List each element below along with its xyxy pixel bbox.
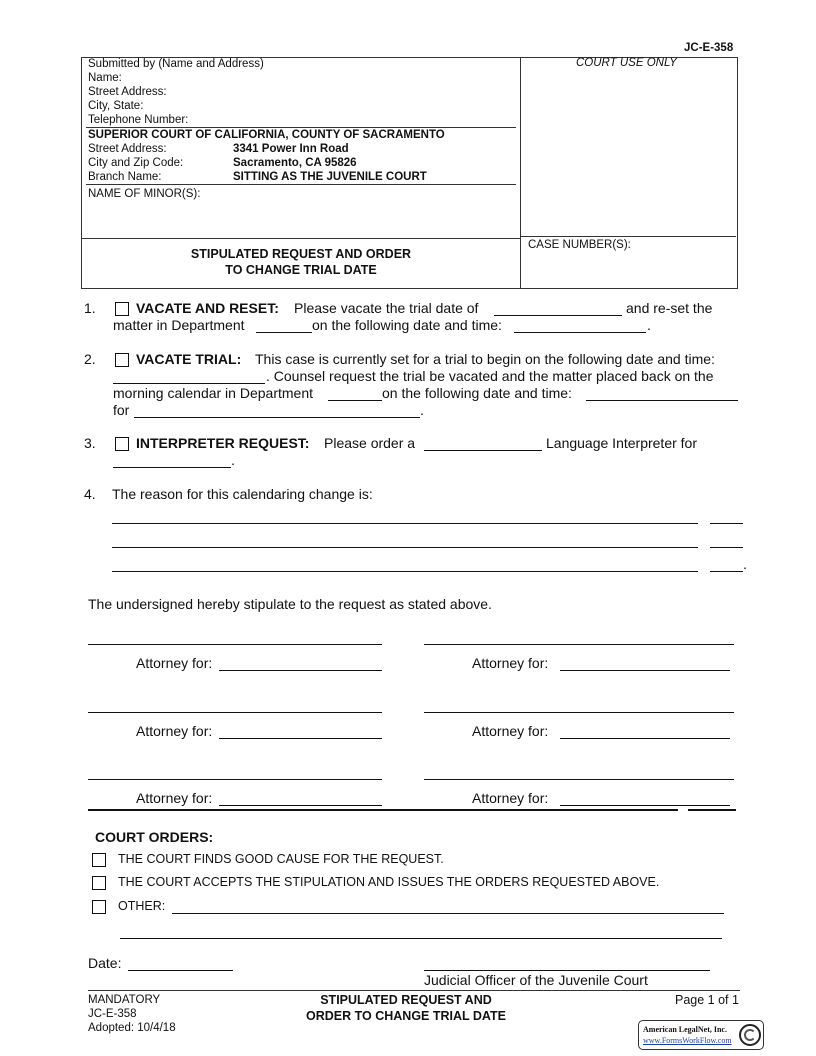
item3-text2: Language Interpreter for — [546, 435, 697, 451]
footer-left — [88, 993, 176, 1035]
court-orders-checkbox-3[interactable] — [92, 900, 106, 914]
attorney-for-label-6: Attorney for: — [472, 790, 549, 806]
stipulate-text: The undersigned hereby stipulate to the request as stated above. — [88, 596, 492, 612]
item3-text1: Please order a — [324, 435, 416, 451]
brand-url[interactable]: www.FormsWorkFlow.com — [643, 1036, 732, 1045]
item1-text3: matter in Department — [113, 317, 245, 333]
item3-end: . — [231, 452, 235, 468]
reason-line-2[interactable] — [112, 547, 698, 548]
item2-department-field[interactable] — [328, 400, 382, 401]
item2-current-date-field[interactable] — [113, 383, 265, 384]
submitted-label: Submitted by (Name and Address) — [88, 58, 264, 70]
other-field-1[interactable] — [172, 913, 724, 914]
signature-line-2[interactable] — [424, 644, 734, 645]
signature-line-4[interactable] — [424, 712, 734, 713]
minor-label: NAME OF MINOR(S): — [88, 188, 201, 200]
judicial-officer-label: Judicial Officer of the Juvenile Court — [424, 972, 648, 988]
header-divider-minor — [86, 184, 516, 185]
attorney-for-field-3[interactable] — [219, 738, 382, 739]
item2-text3: morning calendar in Department — [113, 385, 313, 401]
court-cityzip-value: Sacramento, CA 95826 — [233, 157, 357, 169]
attorney-for-field-6[interactable] — [560, 805, 730, 806]
item4-text: The reason for this calendaring change is: — [112, 486, 373, 502]
attorney-for-field-1[interactable] — [219, 670, 382, 671]
item1-text1: Please vacate the trial date of — [294, 300, 479, 316]
item2-text1: This case is currently set for a trial to begin on the following date and time: — [255, 351, 715, 367]
item3-language-field[interactable] — [424, 450, 542, 451]
submitted-city: City, State: — [88, 100, 144, 112]
attorney-for-label-4: Attorney for: — [472, 723, 549, 739]
item3-number: 3. — [84, 435, 96, 451]
court-branch-label: Branch Name: — [88, 171, 162, 183]
item4-number: 4. — [84, 486, 96, 502]
brand-logo-box[interactable] — [638, 1020, 764, 1050]
attorney-for-label-3: Attorney for: — [136, 723, 213, 739]
item2-text4: on the following date and time: — [382, 385, 572, 401]
court-street-value: 3341 Power Inn Road — [233, 143, 349, 155]
court-orders-option-2: THE COURT ACCEPTS THE STIPULATION AND ISSUES THE ORDERS REQUESTED ABOVE. — [118, 875, 660, 889]
judicial-signature-line[interactable] — [424, 970, 710, 971]
footer-title-line1: STIPULATED REQUEST AND — [320, 993, 492, 1007]
reason-line-2-end[interactable] — [710, 547, 743, 548]
item2-checkbox[interactable] — [115, 353, 129, 367]
date-field[interactable] — [128, 970, 233, 971]
item1-checkbox[interactable] — [115, 302, 129, 316]
attorney-for-label-1: Attorney for: — [136, 655, 213, 671]
item2-text2: . Counsel request the trial be vacated and the matter placed back on the — [266, 368, 714, 384]
attorney-for-field-2[interactable] — [560, 670, 730, 671]
item1-end: . — [647, 317, 651, 333]
footer-form-id: JC-E-358 — [88, 1008, 137, 1020]
submitted-street: Street Address: — [88, 86, 167, 98]
signature-line-6[interactable] — [424, 779, 734, 780]
court-branch-value: SITTING AS THE JUVENILE COURT — [233, 171, 427, 183]
item1-trial-date-field[interactable] — [494, 315, 622, 316]
signature-line-5[interactable] — [88, 779, 382, 780]
item1-new-date-field[interactable] — [514, 332, 646, 333]
item2-end: . — [420, 402, 424, 418]
court-orders-heading: COURT ORDERS: — [95, 829, 214, 845]
header-divider-case — [520, 236, 736, 237]
court-cityzip-label: City and Zip Code: — [88, 157, 184, 169]
item1-heading: VACATE AND RESET: — [136, 300, 279, 316]
court-use-only: COURT USE ONLY — [576, 57, 677, 69]
court-orders-option-3: OTHER: — [118, 899, 166, 913]
item2-for-field[interactable] — [134, 417, 420, 418]
attorney-for-field-4[interactable] — [560, 738, 730, 739]
brand-name: American LegalNet, Inc. — [643, 1025, 727, 1034]
brand-globe-inner-icon — [744, 1029, 756, 1041]
item1-text2: and re-set the — [626, 300, 713, 316]
reason-line-1-end[interactable] — [710, 523, 743, 524]
court-orders-option-1: THE COURT FINDS GOOD CAUSE FOR THE REQUEST. — [118, 852, 444, 866]
section-divider — [88, 809, 678, 811]
attorney-for-label-5: Attorney for: — [136, 790, 213, 806]
item2-new-date-field[interactable] — [586, 400, 738, 401]
footer-page: Page 1 of 1 — [675, 993, 739, 1007]
item3-for-field[interactable] — [113, 467, 231, 468]
signature-line-1[interactable] — [88, 644, 382, 645]
item1-number: 1. — [84, 300, 96, 316]
footer-rule — [88, 990, 740, 991]
item3-checkbox[interactable] — [115, 437, 129, 451]
item1-department-field[interactable] — [256, 332, 312, 333]
item2-text5: for — [113, 402, 130, 418]
item3-heading: INTERPRETER REQUEST: — [136, 435, 310, 451]
date-label: Date: — [88, 955, 122, 971]
item2-heading: VACATE TRIAL: — [136, 351, 242, 367]
reason-line-3-end[interactable] — [710, 571, 743, 572]
form-id-top: JC-E-358 — [684, 42, 734, 54]
header-divider-court — [86, 127, 516, 128]
submitted-phone: Telephone Number: — [88, 114, 189, 126]
reason-line-3[interactable] — [112, 571, 698, 572]
footer-title — [290, 992, 522, 1024]
court-orders-checkbox-2[interactable] — [92, 876, 106, 890]
signature-line-3[interactable] — [88, 712, 382, 713]
form-title-line1: STIPULATED REQUEST AND ORDER — [190, 247, 412, 261]
reason-line-1[interactable] — [112, 523, 698, 524]
item1-text4: on the following date and time: — [312, 317, 502, 333]
submitted-name: Name: — [88, 72, 122, 84]
attorney-for-label-2: Attorney for: — [472, 655, 549, 671]
court-street-label: Street Address: — [88, 143, 167, 155]
court-orders-checkbox-1[interactable] — [92, 853, 106, 867]
attorney-for-field-5[interactable] — [219, 805, 382, 806]
footer-mandatory: MANDATORY — [88, 994, 161, 1006]
footer-title-line2: ORDER TO CHANGE TRIAL DATE — [305, 1009, 506, 1023]
other-field-2[interactable] — [120, 938, 722, 939]
item2-number: 2. — [84, 351, 96, 367]
form-title — [81, 246, 521, 278]
item4-end: . — [743, 556, 747, 572]
case-number-label: CASE NUMBER(S): — [528, 239, 631, 251]
footer-adopted: Adopted: 10/4/18 — [88, 1022, 176, 1034]
section-divider-end — [688, 809, 736, 811]
brand-globe-icon — [739, 1024, 761, 1046]
header-divider-title — [81, 238, 521, 239]
submitted-block — [88, 57, 264, 127]
form-title-line2: TO CHANGE TRIAL DATE — [225, 263, 377, 277]
court-name: SUPERIOR COURT OF CALIFORNIA, COUNTY OF SACRAMENTO — [88, 129, 445, 141]
